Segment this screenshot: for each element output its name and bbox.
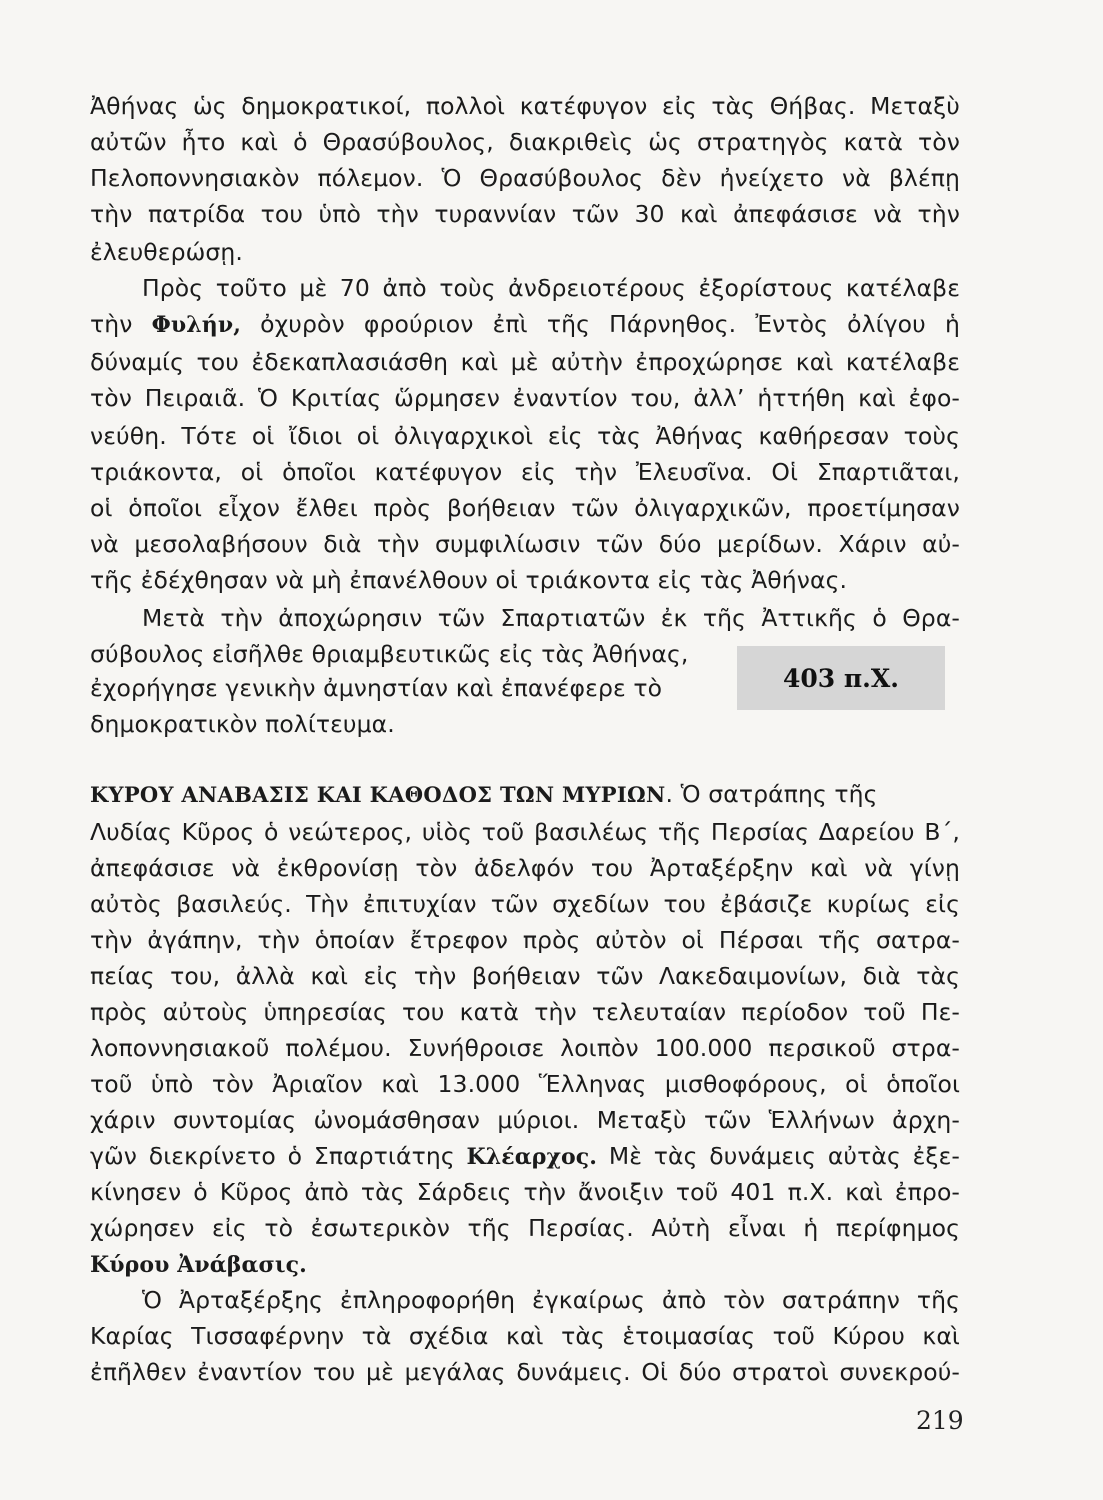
text-line: ἀπεφάσισε νὰ ἐκθρονίσῃ τὸν ἀδελφόν του Ἀρταξέρξην καὶ νὰ γίνῃ	[90, 854, 960, 882]
bold-term-klearchos: Κλέαρχος.	[466, 1144, 598, 1170]
text-line: χώρησεν εἰς τὸ ἐσωτερικὸν τῆς Περσίας. Αὐτὴ εἶναι ἡ περίφημος	[90, 1214, 960, 1242]
text-span: γῶν διεκρίνετο ὁ Σπαρτιάτης	[90, 1142, 467, 1170]
text-line: ἐπῆλθεν ἐναντίον του μὲ μεγάλας δυνάμεις. Οἱ δύο στρατοὶ συνεκρού-	[90, 1358, 960, 1386]
text-line: σύβουλος εἰσῆλθε θριαμβευτικῶς εἰς τὰς Ἀθήνας,	[90, 640, 689, 668]
text-line	[90, 306, 960, 342]
page-number: 219	[916, 1406, 964, 1435]
text-line: νεύθη. Τότε οἱ ἴδιοι οἱ ὀλιγαρχικοὶ εἰς τὰς Ἀθήνας καθήρεσαν τοὺς	[90, 422, 960, 450]
text-line: τὸν Πειραιᾶ. Ὁ Κριτίας ὥρμησεν ἐναντίον του, ἀλλ’ ἡττήθη καὶ ἐφο-	[90, 384, 960, 412]
text-line: λοποννησιακοῦ πολέμου. Συνήθροισε λοιπὸν 100.000 περσικοῦ στρα-	[90, 1034, 960, 1062]
text-line: τὴν ἀγάπην, τὴν ὁποίαν ἔτρεφον πρὸς αὐτὸν οἱ Πέρσαι τῆς σατρα-	[90, 926, 960, 954]
date-marker: 403 π.Χ.	[737, 646, 945, 710]
text-line: τοῦ ὑπὸ τὸν Ἀριαῖον καὶ 13.000 Ἕλληνας μισθοφόρους, οἱ ὁποῖοι	[90, 1070, 960, 1098]
text-line	[90, 1246, 960, 1282]
text-line: Λυδίας Κῦρος ὁ νεώτερος, υἱὸς τοῦ βασιλέως τῆς Περσίας Δαρείου Β΄,	[90, 818, 960, 846]
section-heading: ΚΥΡΟΥ ΑΝΑΒΑΣΙΣ ΚΑΙ ΚΑΘΟΔΟΣ ΤΩΝ ΜΥΡΙΩΝ	[90, 782, 666, 807]
text-line: Καρίας Τισσαφέρνην τὰ σχέδια καὶ τὰς ἑτοιμασίας τοῦ Κύρου καὶ	[90, 1322, 960, 1350]
text-line: οἱ ὁποῖοι εἶχον ἔλθει πρὸς βοήθειαν τῶν ὀλιγαρχικῶν, προετίμησαν	[90, 494, 960, 522]
text-line: αὐτῶν ἦτο καὶ ὁ Θρασύβουλος, διακριθεὶς ὡς στρατηγὸς κατὰ τὸν	[90, 128, 960, 156]
text-line: πείας του, ἀλλὰ καὶ εἰς τὴν βοήθειαν τῶν Λακεδαιμονίων, διὰ τὰς	[90, 962, 960, 990]
text-line: δύναμίς του ἐδεκαπλασιάσθη καὶ μὲ αὐτὴν ἐπροχώρησε καὶ κατέλαβε	[90, 348, 960, 376]
text-span: Μὲ τὰς δυνάμεις αὐτὰς ἐξε-	[597, 1142, 960, 1170]
text-line: Πρὸς τοῦτο μὲ 70 ἀπὸ τοὺς ἀνδρειοτέρους ἐξορίστους κατέλαβε	[142, 274, 960, 302]
text-line: τὴν πατρίδα του ὑπὸ τὴν τυραννίαν τῶν 30 καὶ ἀπεφάσισε νὰ τὴν	[90, 200, 960, 228]
text-line: δημοκρατικὸν πολίτευμα.	[90, 710, 395, 738]
text-span: τὴν	[90, 310, 152, 338]
text-span: . Ὁ σατράπης τῆς	[665, 780, 878, 808]
text-line: χάριν συντομίας ὠνομάσθησαν μύριοι. Μεταξὺ τῶν Ἑλλήνων ἀρχη-	[90, 1106, 960, 1134]
bold-term-anabasis: Κύρου Ἀνάβασις.	[90, 1252, 307, 1278]
text-line: Ἀθήνας ὡς δημοκρατικοί, πολλοὶ κατέφυγον εἰς τὰς Θήβας. Μεταξὺ	[90, 92, 960, 120]
text-line: κίνησεν ὁ Κῦρος ἀπὸ τὰς Σάρδεις τὴν ἄνοιξιν τοῦ 401 π.Χ. καὶ ἐπρο-	[90, 1178, 960, 1206]
text-line: Πελοποννησιακὸν πόλεμον. Ὁ Θρασύβουλος δὲν ἠνείχετο νὰ βλέπῃ	[90, 164, 960, 192]
text-line: τριάκοντα, οἱ ὁποῖοι κατέφυγον εἰς τὴν Ἐλευσῖνα. Οἱ Σπαρτιᾶται,	[90, 458, 960, 486]
text-line: Ὁ Ἀρταξέρξης ἐπληροφορήθη ἐγκαίρως ἀπὸ τὸν σατράπην τῆς	[142, 1286, 960, 1314]
text-line	[90, 776, 960, 812]
text-line: αὐτὸς βασιλεύς. Τὴν ἐπιτυχίαν τῶν σχεδίων του ἐβάσιζε κυρίως εἰς	[90, 890, 960, 918]
bold-term-phyle: Φυλήν,	[151, 312, 241, 338]
text-line: τῆς ἐδέχθησαν νὰ μὴ ἐπανέλθουν οἱ τριάκοντα εἰς τὰς Ἀθήνας.	[90, 566, 848, 594]
text-line: ἐχορήγησε γενικὴν ἀμνηστίαν καὶ ἐπανέφερε τὸ	[90, 674, 663, 702]
text-line: νὰ μεσολαβήσουν διὰ τὴν συμφιλίωσιν τῶν δύο μερίδων. Χάριν αὐ-	[90, 530, 960, 558]
text-line: Μετὰ τὴν ἀποχώρησιν τῶν Σπαρτιατῶν ἐκ τῆς Ἀττικῆς ὁ Θρα-	[142, 604, 960, 632]
text-span: ὀχυρὸν φρούριον ἐπὶ τῆς Πάρνηθος. Ἐντὸς ὀλίγου ἡ	[241, 310, 960, 338]
text-line	[90, 1138, 960, 1174]
text-line: ἐλευθερώσῃ.	[90, 238, 243, 266]
text-line: πρὸς αὐτοὺς ὑπηρεσίας του κατὰ τὴν τελευταίαν περίοδον τοῦ Πε-	[90, 998, 960, 1026]
